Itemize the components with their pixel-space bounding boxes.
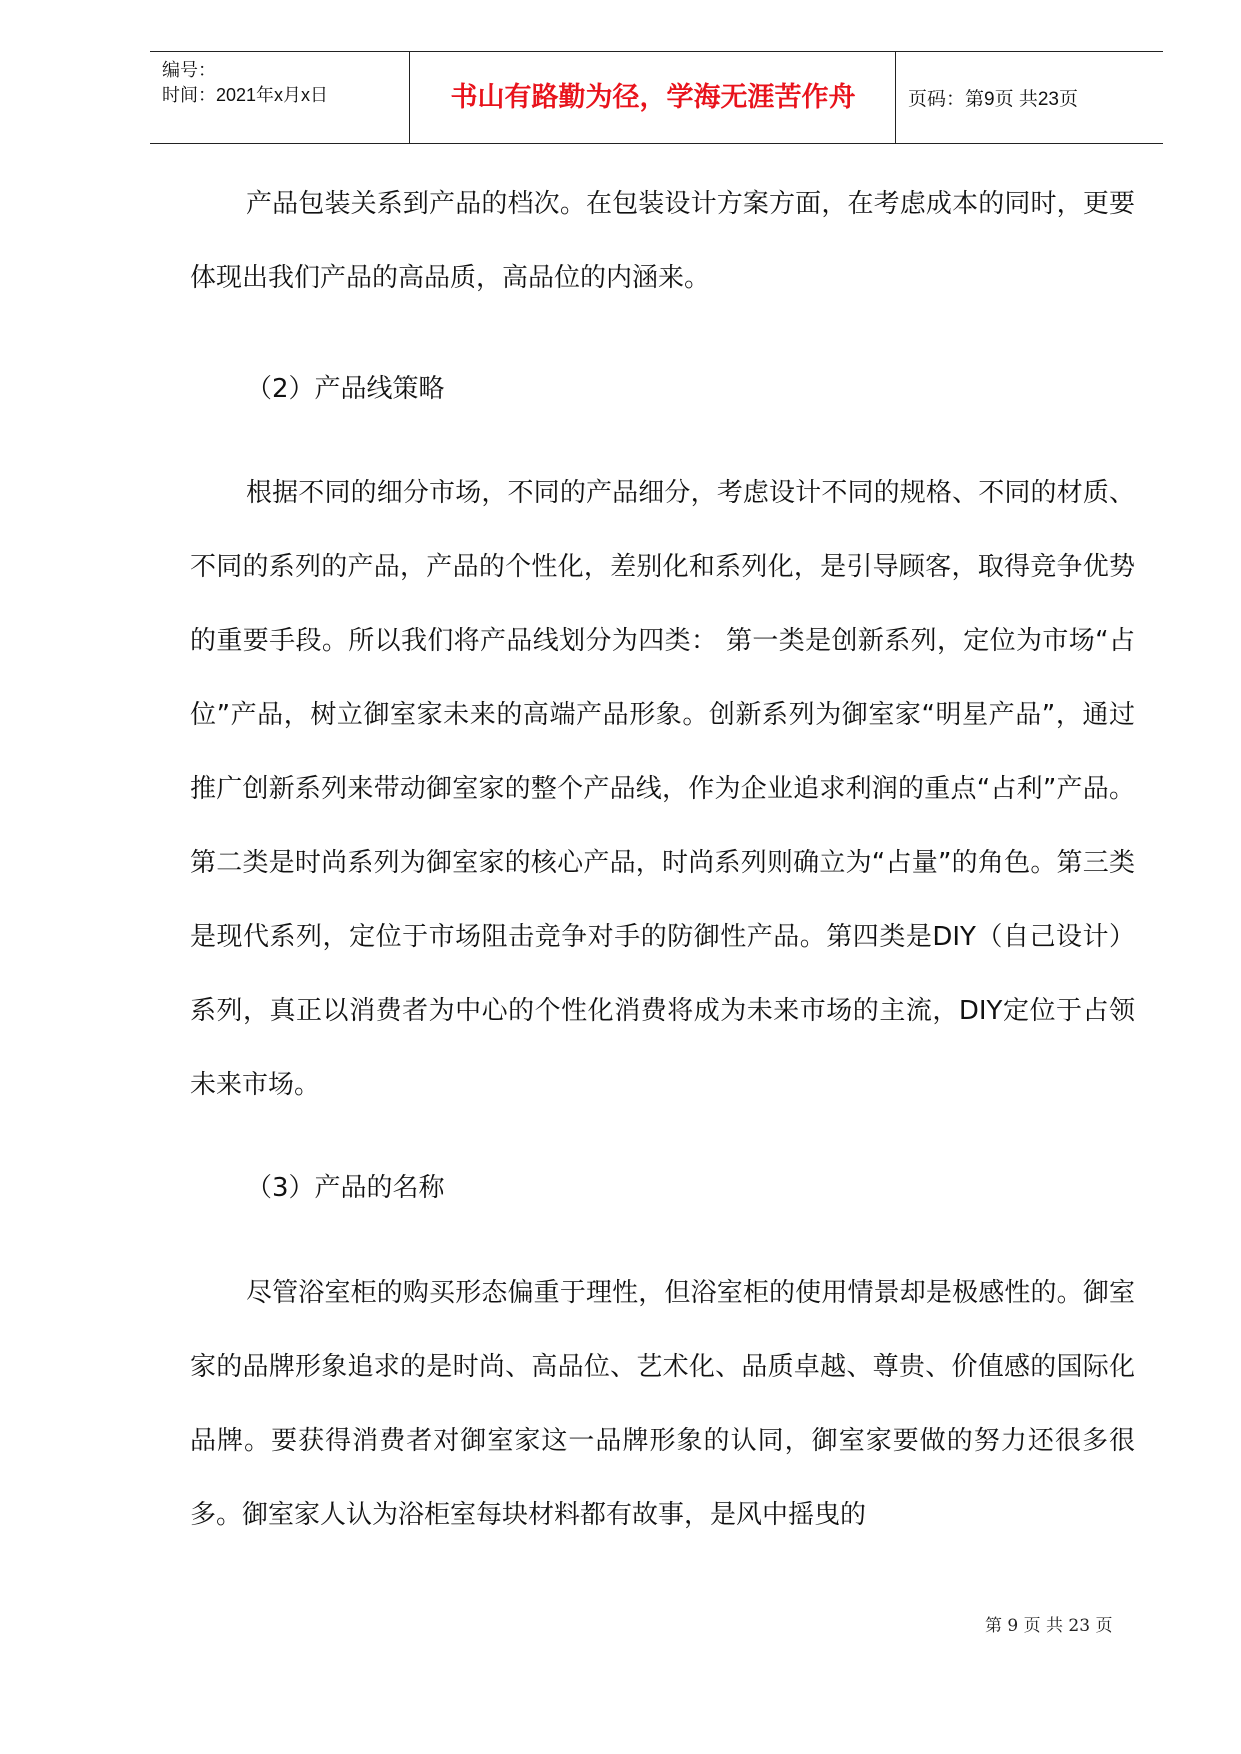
paragraph-packaging (190, 167, 1135, 315)
page-footer-number: 第 9 页 共 23 页 (985, 1616, 1113, 1636)
header-meta (162, 58, 328, 108)
paragraph-text: 产品包装关系到产品的档次。在包装设计方案方面，在考虑成本的同时，更要体现出我们产品的高品质，高品位的内涵来。 (190, 189, 1135, 293)
paragraph-text: 根据不同的细分市场，不同的产品细分，考虑设计不同的规格、不同的材质、不同的系列的产品，产品的个性化，差别化和系列化，是引导顾客，取得竞争优势的重要手段。所以我们将产品线划分为四类： 第一类是创新系列，定位为市场“占位”产品，树立御室家未来的高端产品形象。创新系列为御室家“明星产品”，通过推广创新系列来带动御室家的整个产品线，作为企业追求利润的重点“占利”产品。第二类是时尚系列为御室家的核心产品，时尚系列则确立为“占量”的角色。第三类是现代系列，定位于市场阻击竞争对手的防御性产品。第四类是DIY（自己设计）系列，真正以消费者为中心的个性化消费将成为未来市场的主流，DIY定位于占领未来市场。 (190, 478, 1135, 1100)
paragraph-product-line (190, 456, 1135, 1122)
header-motto: 书山有路勤为径，学海无涯苦作舟 (450, 82, 856, 113)
paragraph-product-name (190, 1256, 1135, 1552)
header-divider (895, 52, 896, 143)
serial-label: 编号： (162, 60, 216, 80)
section-heading-product-line: （2）产品线策略 (246, 374, 445, 404)
page-header (150, 51, 1163, 144)
date-label: 时间：2021年x月x日 (162, 85, 329, 105)
paragraph-text: 尽管浴室柜的购买形态偏重于理性，但浴室柜的使用情景却是极感性的。御室家的品牌形象追求的是时尚、高品位、艺术化、品质卓越、尊贵、价值感的国际化品牌。要获得消费者对御室家这一品牌形象的认同，御室家要做的努力还很多很多。御室家人认为浴柜室每块材料都有故事，是风中摇曳的 (190, 1278, 1135, 1530)
header-page-info: 页码：第9页 共23页 (908, 89, 1078, 110)
section-heading-product-name: （3）产品的名称 (246, 1173, 445, 1203)
header-divider (409, 52, 410, 143)
